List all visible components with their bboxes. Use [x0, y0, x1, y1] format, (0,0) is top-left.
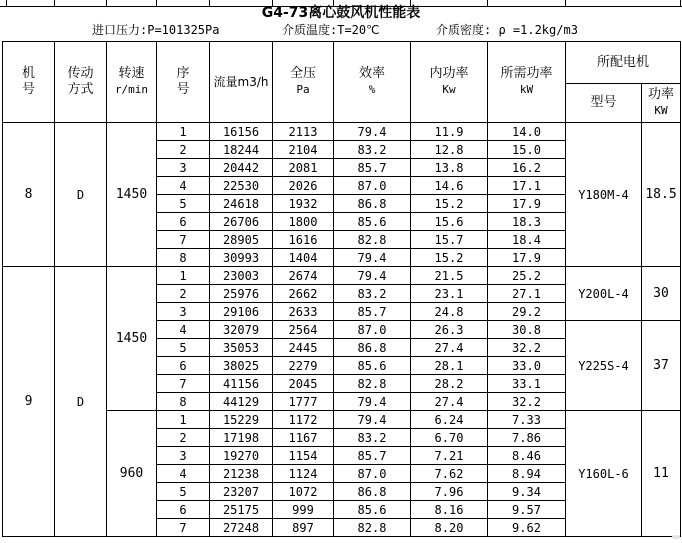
seq-cell: 2: [157, 285, 210, 303]
inner-power-cell: 7.96: [411, 483, 488, 501]
flow-cell: 17198: [210, 429, 273, 447]
inner-power-cell: 14.6: [411, 177, 488, 195]
model-cell: 8: [3, 123, 55, 267]
pressure-cell: 2045: [273, 375, 334, 393]
flow-cell: 19270: [210, 447, 273, 465]
required-power-cell: 9.57: [488, 501, 566, 519]
inner-power-cell: 23.1: [411, 285, 488, 303]
flow-cell: 26706: [210, 213, 273, 231]
seq-cell: 1: [157, 267, 210, 285]
flow-cell: 25175: [210, 501, 273, 519]
motor-power-cell: 11: [642, 411, 681, 537]
required-power-cell: 29.2: [488, 303, 566, 321]
required-power-cell: 32.2: [488, 393, 566, 411]
efficiency-cell: 85.6: [334, 501, 411, 519]
motor-type-cell: Y225S-4: [566, 321, 642, 411]
efficiency-cell: 85.7: [334, 447, 411, 465]
efficiency-cell: 79.4: [334, 249, 411, 267]
required-power-cell: 9.34: [488, 483, 566, 501]
drive-cell: D: [55, 267, 107, 537]
seq-cell: 6: [157, 501, 210, 519]
inner-power-cell: 7.62: [411, 465, 488, 483]
efficiency-cell: 87.0: [334, 465, 411, 483]
inner-power-cell: 15.7: [411, 231, 488, 249]
required-power-cell: 33.1: [488, 375, 566, 393]
flow-cell: 15229: [210, 411, 273, 429]
pressure-cell: 1932: [273, 195, 334, 213]
efficiency-cell: 82.8: [334, 375, 411, 393]
inner-power-cell: 27.4: [411, 393, 488, 411]
efficiency-cell: 79.4: [334, 123, 411, 141]
seq-cell: 6: [157, 357, 210, 375]
flow-cell: 35053: [210, 339, 273, 357]
seq-cell: 7: [157, 231, 210, 249]
speed-cell: 960: [107, 411, 157, 537]
efficiency-cell: 79.4: [334, 267, 411, 285]
inner-power-cell: 15.2: [411, 195, 488, 213]
inner-power-cell: 6.24: [411, 411, 488, 429]
inner-power-cell: 28.1: [411, 357, 488, 375]
flow-cell: 23003: [210, 267, 273, 285]
seq-cell: 4: [157, 177, 210, 195]
motor-power-cell: 30: [642, 267, 681, 321]
table-title: G4-73离心鼓风机性能表: [261, 5, 421, 21]
inner-power-cell: 21.5: [411, 267, 488, 285]
pressure-cell: 1072: [273, 483, 334, 501]
header-efficiency: 效率 %: [334, 42, 411, 123]
required-power-cell: 30.8: [488, 321, 566, 339]
efficiency-cell: 86.8: [334, 195, 411, 213]
pressure-cell: 2113: [273, 123, 334, 141]
efficiency-cell: 85.7: [334, 159, 411, 177]
inner-power-cell: 7.21: [411, 447, 488, 465]
required-power-cell: 16.2: [488, 159, 566, 177]
motor-type-cell: Y180M-4: [566, 123, 642, 267]
inner-power-cell: 15.6: [411, 213, 488, 231]
efficiency-cell: 83.2: [334, 285, 411, 303]
speed-cell: 1450: [107, 123, 157, 267]
efficiency-cell: 79.4: [334, 393, 411, 411]
header-speed: 转速 r/min: [107, 42, 157, 123]
model-cell: 9: [3, 267, 55, 537]
pressure-cell: 2081: [273, 159, 334, 177]
efficiency-cell: 83.2: [334, 429, 411, 447]
required-power-cell: 32.2: [488, 339, 566, 357]
pressure-cell: 2104: [273, 141, 334, 159]
flow-cell: 25976: [210, 285, 273, 303]
table-header: [3, 42, 681, 123]
pressure-cell: 2674: [273, 267, 334, 285]
inner-power-cell: 13.8: [411, 159, 488, 177]
inner-power-cell: 15.2: [411, 249, 488, 267]
pressure-cell: 2026: [273, 177, 334, 195]
flow-cell: 32079: [210, 321, 273, 339]
pressure-cell: 2445: [273, 339, 334, 357]
pressure-cell: 1167: [273, 429, 334, 447]
table-row: [3, 123, 681, 141]
pressure-cell: 1616: [273, 231, 334, 249]
flow-cell: 21238: [210, 465, 273, 483]
seq-cell: 1: [157, 411, 210, 429]
group-model-9: [3, 267, 681, 537]
seq-cell: 4: [157, 321, 210, 339]
seq-cell: 1: [157, 123, 210, 141]
header-model: 机 号: [3, 42, 55, 123]
motor-power-cell: 37: [642, 321, 681, 411]
required-power-cell: 14.0: [488, 123, 566, 141]
pressure-cell: 1154: [273, 447, 334, 465]
flow-cell: 38025: [210, 357, 273, 375]
header-inner-power: 内功率 Kw: [411, 42, 488, 123]
pressure-cell: 1172: [273, 411, 334, 429]
efficiency-cell: 79.4: [334, 411, 411, 429]
inner-power-cell: 26.3: [411, 321, 488, 339]
seq-cell: 6: [157, 213, 210, 231]
efficiency-cell: 85.6: [334, 213, 411, 231]
seq-cell: 8: [157, 249, 210, 267]
pressure-cell: 2564: [273, 321, 334, 339]
header-drive: 传动 方式: [55, 42, 107, 123]
flow-cell: 41156: [210, 375, 273, 393]
flow-cell: 29106: [210, 303, 273, 321]
scroll-corner-mark: [672, 535, 680, 539]
header-motor: 所配电机: [566, 42, 681, 84]
inner-power-cell: 6.70: [411, 429, 488, 447]
efficiency-cell: 82.8: [334, 231, 411, 249]
header-motor-power: 功率 KW: [642, 84, 681, 123]
efficiency-cell: 85.6: [334, 357, 411, 375]
header-flow: 流量m3/h: [210, 42, 273, 123]
inlet-pressure-text: 进口压力:P=101325Pa: [92, 23, 220, 37]
header-seq: 序 号: [157, 42, 210, 123]
seq-cell: 4: [157, 465, 210, 483]
required-power-cell: 25.2: [488, 267, 566, 285]
flow-cell: 22530: [210, 177, 273, 195]
flow-cell: 24618: [210, 195, 273, 213]
seq-cell: 2: [157, 429, 210, 447]
pressure-cell: 1404: [273, 249, 334, 267]
pressure-cell: 999: [273, 501, 334, 519]
pressure-cell: 1800: [273, 213, 334, 231]
efficiency-cell: 87.0: [334, 177, 411, 195]
header-pressure: 全压 Pa: [273, 42, 334, 123]
seq-cell: 5: [157, 483, 210, 501]
header-required-power: 所需功率 kW: [488, 42, 566, 123]
group-model-8: [3, 123, 681, 267]
flow-cell: 18244: [210, 141, 273, 159]
inner-power-cell: 8.20: [411, 519, 488, 537]
seq-cell: 7: [157, 519, 210, 537]
efficiency-cell: 83.2: [334, 141, 411, 159]
efficiency-cell: 86.8: [334, 339, 411, 357]
table-row: [3, 267, 681, 285]
pressure-cell: 2662: [273, 285, 334, 303]
flow-cell: 44129: [210, 393, 273, 411]
flow-cell: 23207: [210, 483, 273, 501]
flow-cell: 16156: [210, 123, 273, 141]
efficiency-cell: 86.8: [334, 483, 411, 501]
medium-density-text: 介质密度: ρ =1.2kg/m3: [436, 23, 578, 37]
pressure-cell: 2633: [273, 303, 334, 321]
seq-cell: 3: [157, 303, 210, 321]
seq-cell: 2: [157, 141, 210, 159]
seq-cell: 5: [157, 339, 210, 357]
inner-power-cell: 24.8: [411, 303, 488, 321]
required-power-cell: 27.1: [488, 285, 566, 303]
required-power-cell: 8.94: [488, 465, 566, 483]
required-power-cell: 7.86: [488, 429, 566, 447]
header-motor-type: 型号: [566, 84, 642, 123]
inner-power-cell: 8.16: [411, 501, 488, 519]
flow-cell: 27248: [210, 519, 273, 537]
speed-cell: 1450: [107, 267, 157, 411]
required-power-cell: 17.1: [488, 177, 566, 195]
motor-type-cell: Y160L-6: [566, 411, 642, 537]
performance-table: [2, 41, 681, 537]
required-power-cell: 8.46: [488, 447, 566, 465]
efficiency-cell: 87.0: [334, 321, 411, 339]
required-power-cell: 17.9: [488, 249, 566, 267]
inner-power-cell: 12.8: [411, 141, 488, 159]
inner-power-cell: 11.9: [411, 123, 488, 141]
flow-cell: 28905: [210, 231, 273, 249]
required-power-cell: 15.0: [488, 141, 566, 159]
required-power-cell: 33.0: [488, 357, 566, 375]
required-power-cell: 7.33: [488, 411, 566, 429]
efficiency-cell: 82.8: [334, 519, 411, 537]
flow-cell: 30993: [210, 249, 273, 267]
drive-cell: D: [55, 123, 107, 267]
pressure-cell: 897: [273, 519, 334, 537]
motor-power-cell: 18.5: [642, 123, 681, 267]
required-power-cell: 18.3: [488, 213, 566, 231]
pressure-cell: 1777: [273, 393, 334, 411]
flow-cell: 20442: [210, 159, 273, 177]
inner-power-cell: 28.2: [411, 375, 488, 393]
pressure-cell: 2279: [273, 357, 334, 375]
seq-cell: 8: [157, 393, 210, 411]
medium-temperature-text: 介质温度:T=20℃: [282, 23, 380, 37]
inner-power-cell: 27.4: [411, 339, 488, 357]
seq-cell: 3: [157, 159, 210, 177]
seq-cell: 5: [157, 195, 210, 213]
required-power-cell: 18.4: [488, 231, 566, 249]
required-power-cell: 17.9: [488, 195, 566, 213]
efficiency-cell: 85.7: [334, 303, 411, 321]
seq-cell: 3: [157, 447, 210, 465]
required-power-cell: 9.62: [488, 519, 566, 537]
pressure-cell: 1124: [273, 465, 334, 483]
seq-cell: 7: [157, 375, 210, 393]
motor-type-cell: Y200L-4: [566, 267, 642, 321]
